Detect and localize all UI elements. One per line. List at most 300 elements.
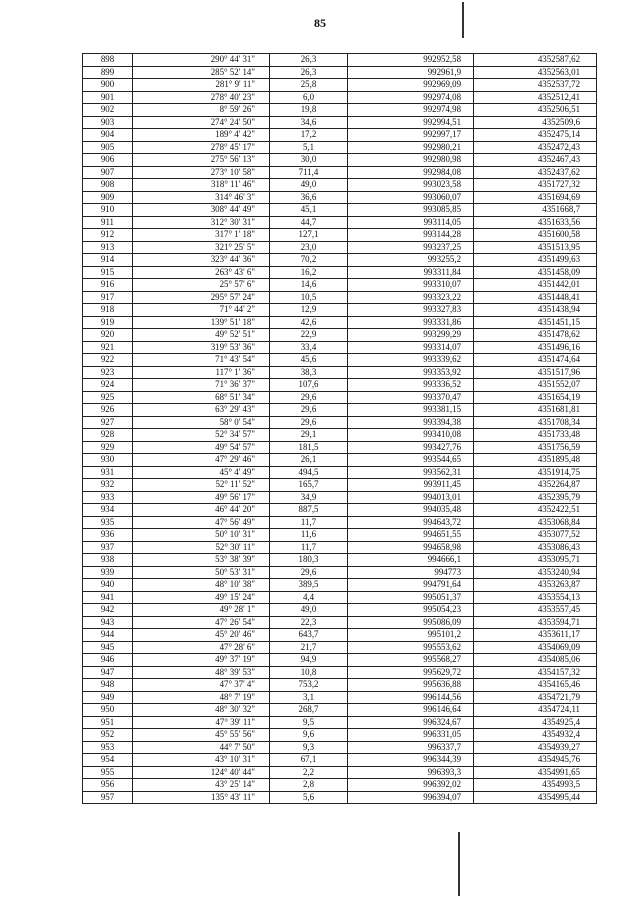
x-coordinate-cell: 995101,2	[348, 629, 474, 642]
bearing-cell: 63° 29' 43"	[133, 404, 270, 417]
x-coordinate-cell: 992961,9	[348, 66, 474, 79]
distance-cell: 29,1	[270, 429, 348, 442]
y-coordinate-cell: 4354069,09	[474, 641, 597, 654]
table-row	[83, 754, 597, 767]
x-coordinate-cell: 993353,92	[348, 366, 474, 379]
x-coordinate-cell: 992984,08	[348, 166, 474, 179]
point-number-cell: 909	[83, 191, 133, 204]
point-number-cell: 911	[83, 216, 133, 229]
distance-cell: 45,6	[270, 354, 348, 367]
y-coordinate-cell: 4351633,56	[474, 216, 597, 229]
table-row	[83, 766, 597, 779]
distance-cell: 42,6	[270, 316, 348, 329]
point-number-cell: 918	[83, 304, 133, 317]
bearing-cell: 48° 30' 32"	[133, 704, 270, 717]
distance-cell: 19,8	[270, 104, 348, 117]
distance-cell: 11,7	[270, 516, 348, 529]
point-number-cell: 952	[83, 729, 133, 742]
x-coordinate-cell: 996394,07	[348, 791, 474, 804]
point-number-cell: 907	[83, 166, 133, 179]
bearing-cell: 323° 44' 36"	[133, 254, 270, 267]
distance-cell: 29,6	[270, 416, 348, 429]
point-number-cell: 957	[83, 791, 133, 804]
bearing-cell: 52° 34' 57"	[133, 429, 270, 442]
y-coordinate-cell: 4353263,87	[474, 579, 597, 592]
distance-cell: 389,5	[270, 579, 348, 592]
table-row	[83, 454, 597, 467]
x-coordinate-cell: 996393,3	[348, 766, 474, 779]
y-coordinate-cell: 4353240,94	[474, 566, 597, 579]
table-row	[83, 129, 597, 142]
distance-cell: 49,0	[270, 604, 348, 617]
distance-cell: 5,1	[270, 141, 348, 154]
x-coordinate-cell: 993060,07	[348, 191, 474, 204]
table-row	[83, 654, 597, 667]
y-coordinate-cell: 4351517,96	[474, 366, 597, 379]
distance-cell: 4,4	[270, 591, 348, 604]
distance-cell: 34,6	[270, 116, 348, 129]
bearing-cell: 68° 51' 34"	[133, 391, 270, 404]
distance-cell: 181,5	[270, 441, 348, 454]
distance-cell: 494,5	[270, 466, 348, 479]
table-row	[83, 679, 597, 692]
bearing-cell: 263° 43' 6"	[133, 266, 270, 279]
table-row	[83, 666, 597, 679]
x-coordinate-cell: 996337,7	[348, 741, 474, 754]
bearing-cell: 48° 10' 38"	[133, 579, 270, 592]
table-row	[83, 616, 597, 629]
bearing-cell: 273° 10' 58"	[133, 166, 270, 179]
distance-cell: 165,7	[270, 479, 348, 492]
y-coordinate-cell: 4351474,64	[474, 354, 597, 367]
bearing-cell: 52° 30' 11"	[133, 541, 270, 554]
y-coordinate-cell: 4353086,43	[474, 541, 597, 554]
distance-cell: 14,6	[270, 279, 348, 292]
point-number-cell: 933	[83, 491, 133, 504]
x-coordinate-cell: 993331,86	[348, 316, 474, 329]
point-number-cell: 956	[83, 779, 133, 792]
x-coordinate-cell: 992969,09	[348, 79, 474, 92]
x-coordinate-cell: 993544,65	[348, 454, 474, 467]
coordinates-table-body	[83, 54, 597, 804]
y-coordinate-cell: 4352395,79	[474, 491, 597, 504]
y-coordinate-cell: 4351756,59	[474, 441, 597, 454]
table-row	[83, 141, 597, 154]
point-number-cell: 953	[83, 741, 133, 754]
y-coordinate-cell: 4353554,13	[474, 591, 597, 604]
y-coordinate-cell: 4351708,34	[474, 416, 597, 429]
distance-cell: 21,7	[270, 641, 348, 654]
point-number-cell: 932	[83, 479, 133, 492]
bearing-cell: 48° 7' 19"	[133, 691, 270, 704]
bearing-cell: 139° 51' 18"	[133, 316, 270, 329]
distance-cell: 34,9	[270, 491, 348, 504]
distance-cell: 29,6	[270, 391, 348, 404]
bearing-cell: 44° 7' 50"	[133, 741, 270, 754]
x-coordinate-cell: 993336,52	[348, 379, 474, 392]
point-number-cell: 899	[83, 66, 133, 79]
distance-cell: 753,2	[270, 679, 348, 692]
table-row	[83, 66, 597, 79]
distance-cell: 6,0	[270, 91, 348, 104]
y-coordinate-cell: 4351654,19	[474, 391, 597, 404]
distance-cell: 11,7	[270, 541, 348, 554]
bearing-cell: 318° 11' 46"	[133, 179, 270, 192]
x-coordinate-cell: 993314,07	[348, 341, 474, 354]
bearing-cell: 314° 46' 3"	[133, 191, 270, 204]
bearing-cell: 274° 24' 50"	[133, 116, 270, 129]
x-coordinate-cell: 993370,47	[348, 391, 474, 404]
distance-cell: 30,0	[270, 154, 348, 167]
y-coordinate-cell: 4351600,58	[474, 229, 597, 242]
bearing-cell: 71° 43' 54"	[133, 354, 270, 367]
distance-cell: 49,0	[270, 179, 348, 192]
distance-cell: 33,4	[270, 341, 348, 354]
x-coordinate-cell: 995054,23	[348, 604, 474, 617]
table-row	[83, 316, 597, 329]
y-coordinate-cell: 4353095,71	[474, 554, 597, 567]
x-coordinate-cell: 992974,08	[348, 91, 474, 104]
table-row	[83, 304, 597, 317]
table-row	[83, 516, 597, 529]
point-number-cell: 950	[83, 704, 133, 717]
y-coordinate-cell: 4351727,32	[474, 179, 597, 192]
table-row	[83, 416, 597, 429]
x-coordinate-cell: 992952,58	[348, 54, 474, 67]
y-coordinate-cell: 4353557,45	[474, 604, 597, 617]
bearing-cell: 45° 55' 56"	[133, 729, 270, 742]
table-row	[83, 266, 597, 279]
distance-cell: 643,7	[270, 629, 348, 642]
table-row	[83, 629, 597, 642]
table-row	[83, 341, 597, 354]
x-coordinate-cell: 995568,27	[348, 654, 474, 667]
y-coordinate-cell: 4352475,14	[474, 129, 597, 142]
point-number-cell: 931	[83, 466, 133, 479]
x-coordinate-cell: 996144,56	[348, 691, 474, 704]
distance-cell: 38,3	[270, 366, 348, 379]
point-number-cell: 944	[83, 629, 133, 642]
point-number-cell: 923	[83, 366, 133, 379]
bearing-cell: 295° 57' 24"	[133, 291, 270, 304]
bearing-cell: 308° 44' 49"	[133, 204, 270, 217]
bearing-cell: 275° 56' 13"	[133, 154, 270, 167]
y-coordinate-cell: 4353594,71	[474, 616, 597, 629]
table-row	[83, 154, 597, 167]
bearing-cell: 49° 52' 51"	[133, 329, 270, 342]
table-row	[83, 791, 597, 804]
point-number-cell: 942	[83, 604, 133, 617]
point-number-cell: 939	[83, 566, 133, 579]
y-coordinate-cell: 4351914,75	[474, 466, 597, 479]
bearing-cell: 52° 11' 52"	[133, 479, 270, 492]
y-coordinate-cell: 4354993,5	[474, 779, 597, 792]
y-coordinate-cell: 4353068,84	[474, 516, 597, 529]
table-row	[83, 529, 597, 542]
y-coordinate-cell: 4352537,72	[474, 79, 597, 92]
distance-cell: 29,6	[270, 566, 348, 579]
page-number: 85	[314, 16, 326, 30]
x-coordinate-cell: 995553,62	[348, 641, 474, 654]
table-row	[83, 579, 597, 592]
table-row	[83, 366, 597, 379]
distance-cell: 2,8	[270, 779, 348, 792]
point-number-cell: 949	[83, 691, 133, 704]
bearing-cell: 49° 15' 24"	[133, 591, 270, 604]
x-coordinate-cell: 993339,62	[348, 354, 474, 367]
table-row	[83, 391, 597, 404]
distance-cell: 23,0	[270, 241, 348, 254]
y-coordinate-cell: 4352467,43	[474, 154, 597, 167]
bearing-cell: 189° 4' 42"	[133, 129, 270, 142]
table-row	[83, 216, 597, 229]
x-coordinate-cell: 994666,1	[348, 554, 474, 567]
y-coordinate-cell: 4352587,62	[474, 54, 597, 67]
distance-cell: 26,1	[270, 454, 348, 467]
bearing-cell: 285° 52' 14"	[133, 66, 270, 79]
point-number-cell: 920	[83, 329, 133, 342]
y-coordinate-cell: 4352563,01	[474, 66, 597, 79]
y-coordinate-cell: 4351448,41	[474, 291, 597, 304]
y-coordinate-cell: 4354085,06	[474, 654, 597, 667]
distance-cell: 26,3	[270, 54, 348, 67]
point-number-cell: 913	[83, 241, 133, 254]
table-row	[83, 566, 597, 579]
x-coordinate-cell: 992994,51	[348, 116, 474, 129]
y-coordinate-cell: 4351451,15	[474, 316, 597, 329]
bearing-cell: 46° 44' 20"	[133, 504, 270, 517]
point-number-cell: 910	[83, 204, 133, 217]
distance-cell: 70,2	[270, 254, 348, 267]
table-row	[83, 54, 597, 67]
y-coordinate-cell: 4354932,4	[474, 729, 597, 742]
distance-cell: 17,2	[270, 129, 348, 142]
y-coordinate-cell: 4351694,69	[474, 191, 597, 204]
distance-cell: 711,4	[270, 166, 348, 179]
table-row	[83, 354, 597, 367]
bearing-cell: 278° 40' 23"	[133, 91, 270, 104]
point-number-cell: 901	[83, 91, 133, 104]
y-coordinate-cell: 4352509,6	[474, 116, 597, 129]
y-coordinate-cell: 4351496,16	[474, 341, 597, 354]
table-row	[83, 479, 597, 492]
table-row	[83, 641, 597, 654]
table-row	[83, 779, 597, 792]
y-coordinate-cell: 4352472,43	[474, 141, 597, 154]
bearing-cell: 135° 43' 11"	[133, 791, 270, 804]
y-coordinate-cell: 4354939,27	[474, 741, 597, 754]
y-coordinate-cell: 4354724,11	[474, 704, 597, 717]
x-coordinate-cell: 994643,72	[348, 516, 474, 529]
y-coordinate-cell: 4351895,48	[474, 454, 597, 467]
margin-mark-top	[462, 2, 464, 38]
x-coordinate-cell: 995086,09	[348, 616, 474, 629]
x-coordinate-cell: 993237,25	[348, 241, 474, 254]
y-coordinate-cell: 4353611,17	[474, 629, 597, 642]
y-coordinate-cell: 4352422,51	[474, 504, 597, 517]
bearing-cell: 47° 56' 49"	[133, 516, 270, 529]
distance-cell: 45,1	[270, 204, 348, 217]
x-coordinate-cell: 996392,02	[348, 779, 474, 792]
bearing-cell: 45° 4' 49"	[133, 466, 270, 479]
point-number-cell: 926	[83, 404, 133, 417]
point-number-cell: 924	[83, 379, 133, 392]
distance-cell: 127,1	[270, 229, 348, 242]
x-coordinate-cell: 993144,28	[348, 229, 474, 242]
x-coordinate-cell: 996344,39	[348, 754, 474, 767]
distance-cell: 268,7	[270, 704, 348, 717]
bearing-cell: 321° 25' 5"	[133, 241, 270, 254]
x-coordinate-cell: 993394,38	[348, 416, 474, 429]
x-coordinate-cell: 993114,05	[348, 216, 474, 229]
x-coordinate-cell: 993327,83	[348, 304, 474, 317]
table-row	[83, 491, 597, 504]
point-number-cell: 936	[83, 529, 133, 542]
bearing-cell: 43° 10' 31"	[133, 754, 270, 767]
distance-cell: 16,2	[270, 266, 348, 279]
table-row	[83, 179, 597, 192]
bearing-cell: 312° 30' 31"	[133, 216, 270, 229]
point-number-cell: 934	[83, 504, 133, 517]
distance-cell: 12,9	[270, 304, 348, 317]
x-coordinate-cell: 993410,08	[348, 429, 474, 442]
point-number-cell: 914	[83, 254, 133, 267]
bearing-cell: 290° 44' 31"	[133, 54, 270, 67]
distance-cell: 107,6	[270, 379, 348, 392]
distance-cell: 180,3	[270, 554, 348, 567]
point-number-cell: 898	[83, 54, 133, 67]
distance-cell: 22,3	[270, 616, 348, 629]
x-coordinate-cell: 995636,88	[348, 679, 474, 692]
y-coordinate-cell: 4352264,87	[474, 479, 597, 492]
distance-cell: 10,8	[270, 666, 348, 679]
point-number-cell: 919	[83, 316, 133, 329]
y-coordinate-cell: 4351733,48	[474, 429, 597, 442]
x-coordinate-cell: 993299,29	[348, 329, 474, 342]
distance-cell: 26,3	[270, 66, 348, 79]
bearing-cell: 124° 40' 44"	[133, 766, 270, 779]
distance-cell: 44,7	[270, 216, 348, 229]
table-row	[83, 729, 597, 742]
point-number-cell: 922	[83, 354, 133, 367]
point-number-cell: 951	[83, 716, 133, 729]
point-number-cell: 917	[83, 291, 133, 304]
point-number-cell: 954	[83, 754, 133, 767]
table-row	[83, 329, 597, 342]
bearing-cell: 49° 28' 1"	[133, 604, 270, 617]
bearing-cell: 50° 53' 31"	[133, 566, 270, 579]
x-coordinate-cell: 993381,15	[348, 404, 474, 417]
point-number-cell: 947	[83, 666, 133, 679]
table-row	[83, 279, 597, 292]
distance-cell: 10,5	[270, 291, 348, 304]
table-row	[83, 104, 597, 117]
x-coordinate-cell: 996324,67	[348, 716, 474, 729]
distance-cell: 94,9	[270, 654, 348, 667]
table-row	[83, 704, 597, 717]
distance-cell: 2,2	[270, 766, 348, 779]
y-coordinate-cell: 4351668,7	[474, 204, 597, 217]
table-row	[83, 466, 597, 479]
x-coordinate-cell: 996146,64	[348, 704, 474, 717]
bearing-cell: 317° 1' 18"	[133, 229, 270, 242]
x-coordinate-cell: 994791,64	[348, 579, 474, 592]
bearing-cell: 49° 56' 17"	[133, 491, 270, 504]
bearing-cell: 47° 28' 6"	[133, 641, 270, 654]
point-number-cell: 955	[83, 766, 133, 779]
x-coordinate-cell: 993311,84	[348, 266, 474, 279]
table-row	[83, 591, 597, 604]
x-coordinate-cell: 993255,2	[348, 254, 474, 267]
distance-cell: 11,6	[270, 529, 348, 542]
point-number-cell: 902	[83, 104, 133, 117]
x-coordinate-cell: 994651,55	[348, 529, 474, 542]
table-row	[83, 291, 597, 304]
bearing-cell: 43° 25' 14"	[133, 779, 270, 792]
y-coordinate-cell: 4351513,95	[474, 241, 597, 254]
y-coordinate-cell: 4352506,51	[474, 104, 597, 117]
table-row	[83, 204, 597, 217]
distance-cell: 3,1	[270, 691, 348, 704]
point-number-cell: 929	[83, 441, 133, 454]
y-coordinate-cell: 4354721,79	[474, 691, 597, 704]
y-coordinate-cell: 4351478,62	[474, 329, 597, 342]
bearing-cell: 53° 38' 39"	[133, 554, 270, 567]
point-number-cell: 900	[83, 79, 133, 92]
point-number-cell: 908	[83, 179, 133, 192]
point-number-cell: 925	[83, 391, 133, 404]
distance-cell: 29,6	[270, 404, 348, 417]
distance-cell: 887,5	[270, 504, 348, 517]
x-coordinate-cell: 993562,31	[348, 466, 474, 479]
bearing-cell: 278° 45' 17"	[133, 141, 270, 154]
bearing-cell: 47° 29' 46"	[133, 454, 270, 467]
point-number-cell: 941	[83, 591, 133, 604]
y-coordinate-cell: 4354991,65	[474, 766, 597, 779]
table-row	[83, 79, 597, 92]
table-row	[83, 441, 597, 454]
x-coordinate-cell: 994013,01	[348, 491, 474, 504]
table-row	[83, 116, 597, 129]
distance-cell: 25,8	[270, 79, 348, 92]
bearing-cell: 71° 36' 37"	[133, 379, 270, 392]
bearing-cell: 45° 20' 46"	[133, 629, 270, 642]
point-number-cell: 912	[83, 229, 133, 242]
bearing-cell: 47° 39' 11"	[133, 716, 270, 729]
bearing-cell: 117° 1' 36"	[133, 366, 270, 379]
x-coordinate-cell: 994658,98	[348, 541, 474, 554]
distance-cell: 9,5	[270, 716, 348, 729]
y-coordinate-cell: 4354165,46	[474, 679, 597, 692]
bearing-cell: 281° 9' 11"	[133, 79, 270, 92]
x-coordinate-cell: 992997,17	[348, 129, 474, 142]
table-row	[83, 241, 597, 254]
y-coordinate-cell: 4354995,44	[474, 791, 597, 804]
table-row	[83, 429, 597, 442]
point-number-cell: 938	[83, 554, 133, 567]
table-row	[83, 541, 597, 554]
distance-cell: 5,6	[270, 791, 348, 804]
y-coordinate-cell: 4351499,63	[474, 254, 597, 267]
point-number-cell: 945	[83, 641, 133, 654]
point-number-cell: 904	[83, 129, 133, 142]
point-number-cell: 937	[83, 541, 133, 554]
point-number-cell: 935	[83, 516, 133, 529]
point-number-cell: 905	[83, 141, 133, 154]
table-row	[83, 191, 597, 204]
y-coordinate-cell: 4351442,01	[474, 279, 597, 292]
x-coordinate-cell: 995051,37	[348, 591, 474, 604]
